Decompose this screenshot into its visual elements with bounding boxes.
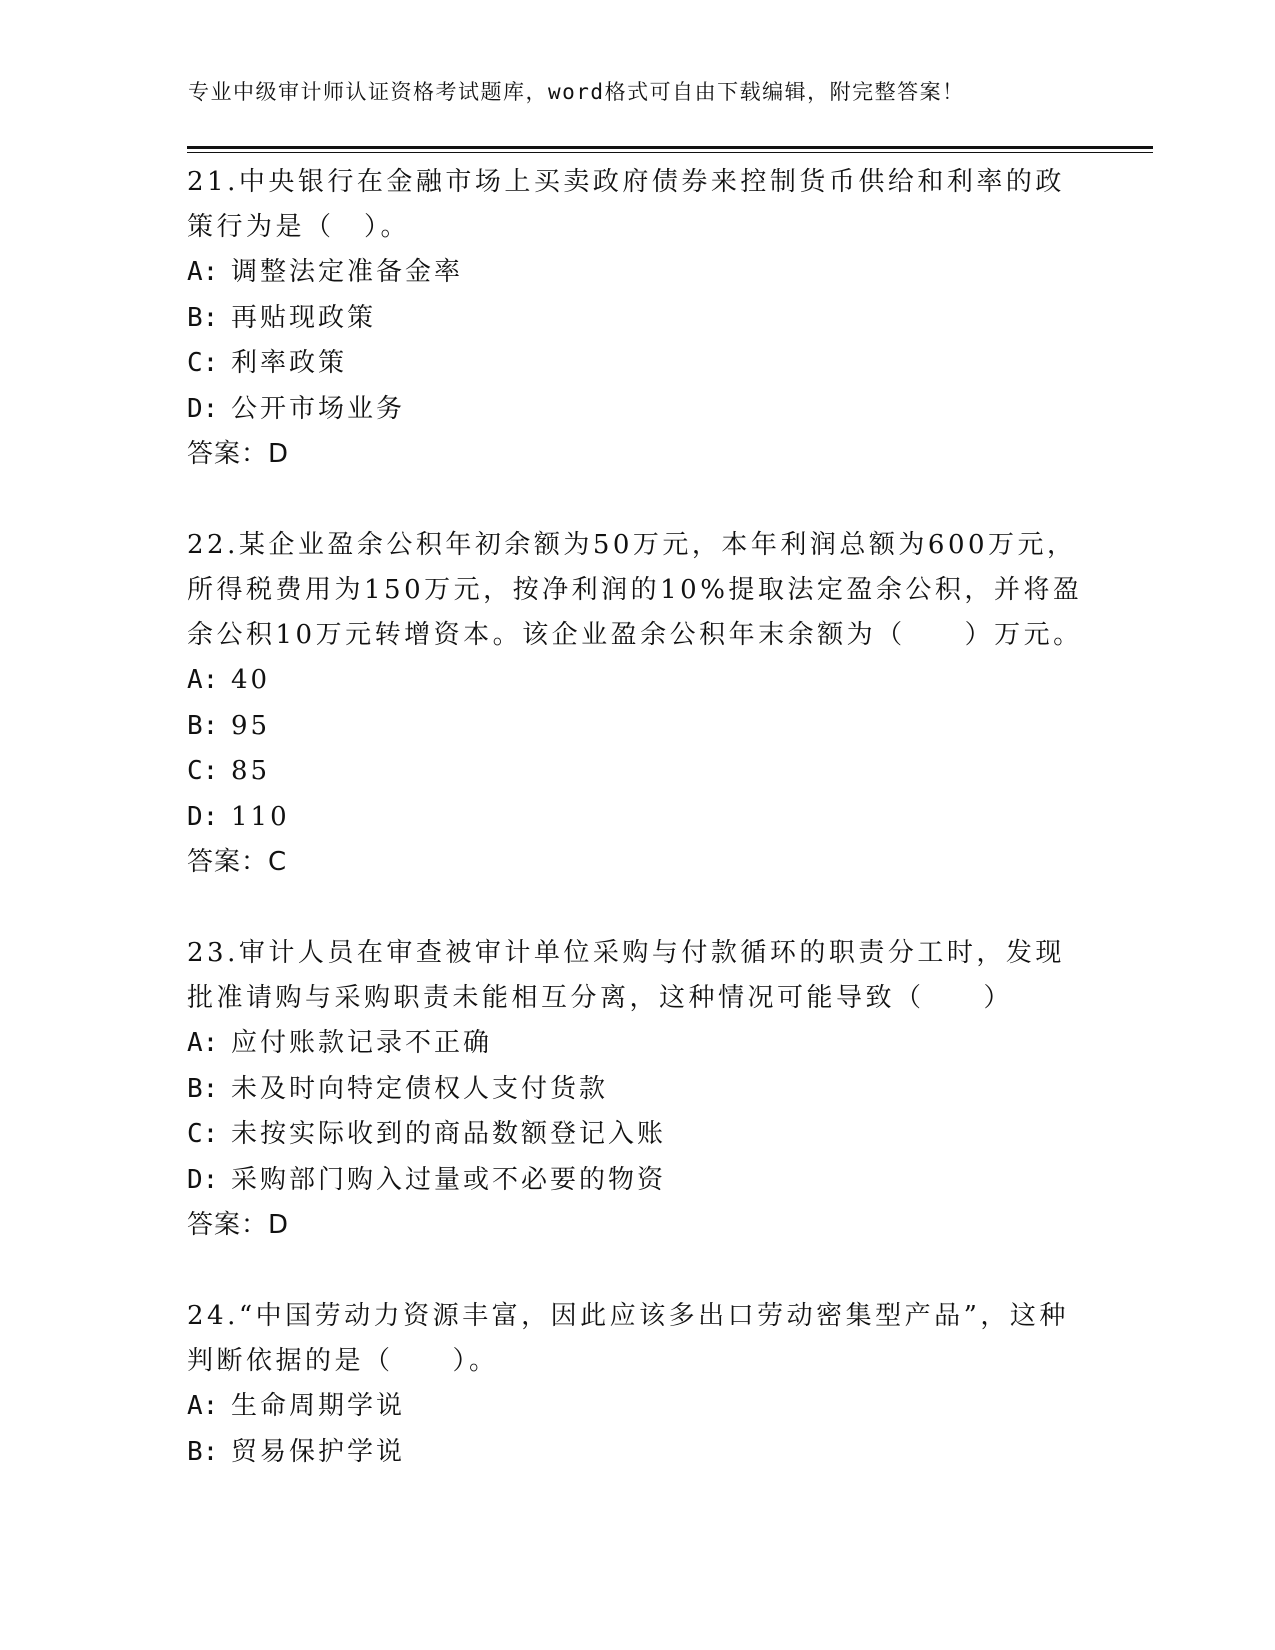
option-c bbox=[187, 341, 1087, 387]
option-c bbox=[187, 749, 1087, 795]
option-letter: B: bbox=[187, 1073, 219, 1104]
answer-line: 答案：D bbox=[187, 1210, 290, 1240]
question-stem: 22.某企业盈余公积年初余额为50万元，本年利润总额为600万元，所得税费用为150万元，按净利润的10%提取法定盈余公积，并将盈余公积10万元转增资本。该企业盈余公积年末余额为（ ）万元。 bbox=[187, 530, 1083, 650]
option-a bbox=[187, 1021, 1087, 1067]
question-stem: 21.中央银行在金融市场上买卖政府债券来控制货币供给和利率的政策行为是（ ）。 bbox=[187, 167, 1065, 242]
option-letter: A: bbox=[187, 257, 219, 287]
header-divider-thick bbox=[187, 146, 1153, 149]
answer-line: 答案：D bbox=[187, 439, 290, 469]
question-stem: 23.审计人员在审查被审计单位采购与付款循环的职责分工时，发现批准请购与采购职责未能相互分离，这种情况可能导致（ ） bbox=[187, 938, 1065, 1013]
option-text: 再贴现政策 bbox=[231, 302, 377, 333]
document-header: 专业中级审计师认证资格考试题库，word格式可自由下载编辑，附完整答案！ bbox=[188, 80, 965, 104]
option-letter: B: bbox=[187, 1436, 219, 1467]
option-text: 利率政策 bbox=[231, 348, 348, 378]
option-a bbox=[187, 250, 1087, 296]
option-text: 110 bbox=[231, 801, 290, 832]
option-letter: B: bbox=[187, 302, 219, 333]
option-letter: D: bbox=[187, 393, 219, 424]
question-21 bbox=[187, 160, 1087, 477]
option-d bbox=[187, 1158, 1087, 1204]
question-23 bbox=[187, 931, 1087, 1248]
option-b bbox=[187, 1430, 1087, 1476]
option-text: 85 bbox=[231, 756, 271, 786]
option-letter: C: bbox=[187, 756, 219, 786]
option-text: 贸易保护学说 bbox=[231, 1436, 406, 1467]
option-a bbox=[187, 658, 1087, 704]
option-letter: D: bbox=[187, 801, 219, 832]
option-text: 生命周期学说 bbox=[231, 1391, 406, 1421]
option-letter: C: bbox=[187, 348, 219, 378]
option-text: 应付账款记录不正确 bbox=[231, 1028, 493, 1058]
option-b bbox=[187, 704, 1087, 750]
option-text: 采购部门购入过量或不必要的物资 bbox=[231, 1164, 667, 1195]
question-22 bbox=[187, 523, 1087, 885]
option-text: 公开市场业务 bbox=[231, 393, 406, 424]
option-letter: A: bbox=[187, 665, 219, 695]
option-text: 95 bbox=[231, 710, 271, 741]
option-text: 未按实际收到的商品数额登记入账 bbox=[231, 1119, 667, 1149]
option-letter: A: bbox=[187, 1391, 219, 1421]
answer-line: 答案：C bbox=[187, 847, 288, 877]
option-b bbox=[187, 1067, 1087, 1113]
option-text: 调整法定准备金率 bbox=[231, 257, 464, 287]
option-text: 未及时向特定债权人支付货款 bbox=[231, 1073, 609, 1104]
option-text: 40 bbox=[231, 665, 271, 695]
option-d bbox=[187, 387, 1087, 433]
option-c bbox=[187, 1112, 1087, 1158]
option-letter: C: bbox=[187, 1119, 219, 1149]
question-24 bbox=[187, 1294, 1087, 1475]
option-d bbox=[187, 795, 1087, 841]
option-letter: D: bbox=[187, 1164, 219, 1195]
header-divider-thin bbox=[187, 152, 1153, 153]
option-letter: B: bbox=[187, 710, 219, 741]
option-b bbox=[187, 296, 1087, 342]
option-letter: A: bbox=[187, 1028, 219, 1058]
question-list bbox=[187, 160, 1087, 1521]
option-a bbox=[187, 1384, 1087, 1430]
question-stem: 24.“中国劳动力资源丰富，因此应该多出口劳动密集型产品”，这种判断依据的是（ ）。 bbox=[187, 1301, 1069, 1376]
